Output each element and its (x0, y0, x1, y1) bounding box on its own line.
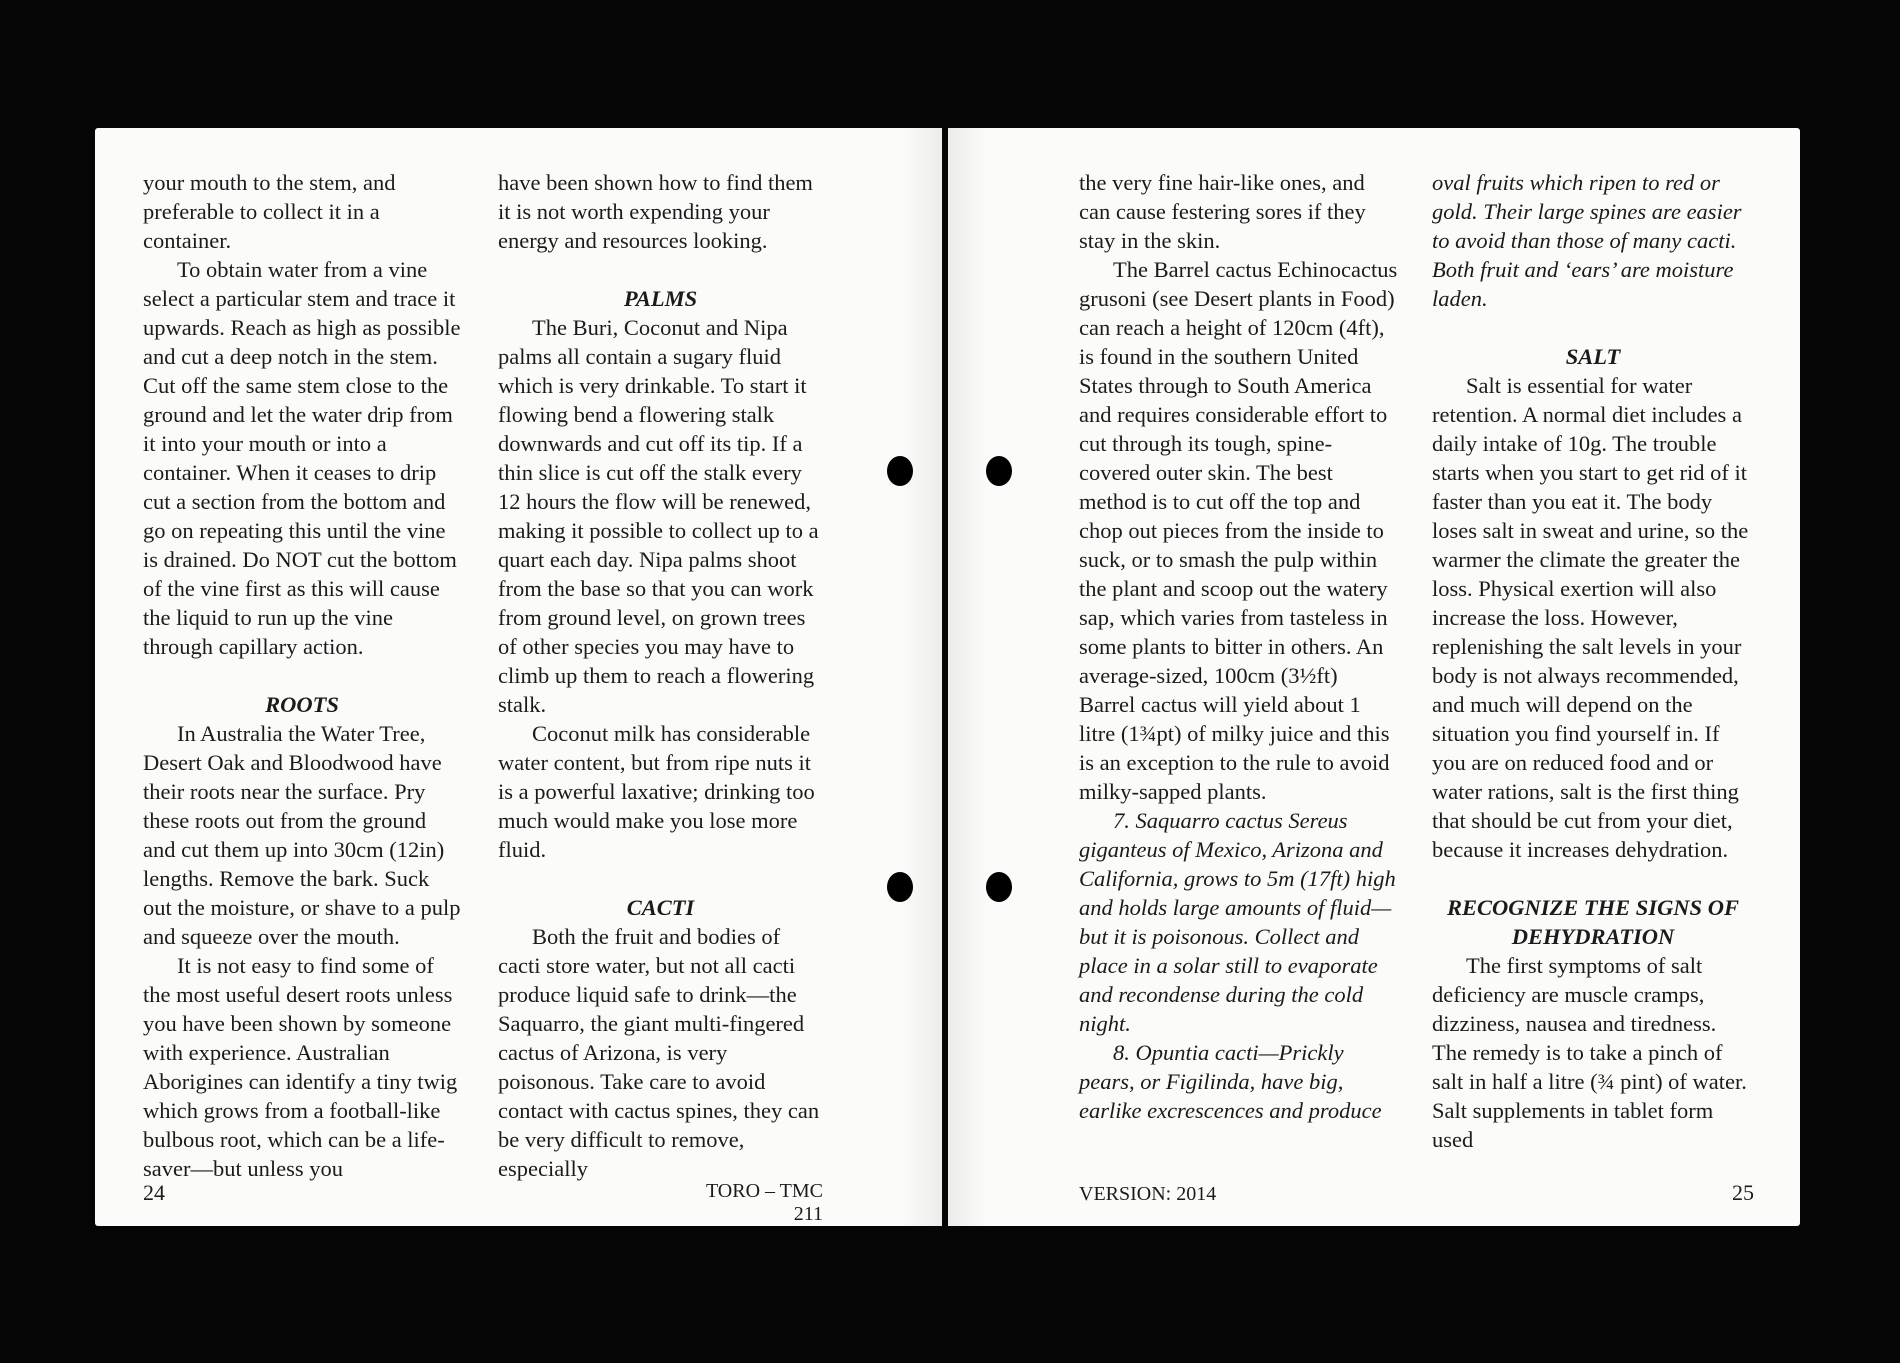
right-column-2 (1432, 168, 1754, 1154)
binding-hole (887, 456, 913, 486)
paragraph: The Buri, Coconut and Nipa palms all contain a sugary fluid which is very drinkable. To start it flowing bend a flowering stalk downwards and cut off its tip. If a thin slice is cut off the stalk every 12 hours the flow will be renewed, making it possible to collect up to a quart each day. Nipa palms shoot from the base so that you can work from ground level, on grown trees of other species you may have to climb up them to reach a flowering stalk. (498, 315, 819, 717)
paragraph: 7. Saquarro cactus Sereus giganteus of Mexico, Arizona and California, grows to 5m (17ft) high and holds large amounts of fluid—but it is poisonous. Collect and place in a solar still to evaporate and recondense during the cold night. (1079, 808, 1396, 1036)
left-page (95, 128, 942, 1226)
paragraph: Coconut milk has considerable water content, but from ripe nuts it is a powerful laxative; drinking too much would make you lose more fluid. (498, 721, 815, 862)
left-column-2 (498, 168, 823, 1183)
section-heading-roots: ROOTS (265, 692, 339, 717)
paragraph: To obtain water from a vine select a particular stem and trace it upwards. Reach as high as possible and cut a deep notch in the stem. Cut off the same stem close to the ground and let the water drip from it into your mouth or into a container. When it ceases to drip cut a section from the bottom and go on repeating this until the vine is drained. Do NOT cut the bottom of the vine first as this will cause the liquid to run up the vine through capillary action. (143, 257, 461, 659)
right-column-1 (1079, 168, 1399, 1125)
paragraph: In Australia the Water Tree, Desert Oak and Bloodwood have their roots near the surface. Pry these roots out from the ground and cut them up into 30cm (12in) lengths. Remove the bark. Suck out the moisture, or shave to a pulp and squeeze over the mouth. (143, 721, 461, 949)
paragraph: 8. Opuntia cacti—Prickly pears, or Figilinda, have big, earlike excrescences and produce (1079, 1040, 1382, 1123)
page-number: 24 (143, 1180, 165, 1205)
left-column-1 (143, 168, 461, 1183)
paragraph: Salt is essential for water retention. A normal diet includes a daily intake of 10g. The trouble starts when you start to get rid of it faster than you eat it. The body loses salt in sweat and urine, so the warmer the climate the greater the loss. Physical exertion will also increase the loss. However, replenishing the salt levels in your body is not always recommended, and much will depend on the situation you find yourself in. If you are on reduced food and or water rations, salt is the first thing that should be cut from your diet, because it increases dehydration. (1432, 373, 1749, 862)
paragraph: It is not easy to find some of the most useful desert roots unless you have been shown by someone with experience. Australian Aborigines can identify a tiny twig which grows from a football-like bulbous root, which can be a life-saver—but unless you (143, 953, 458, 1181)
section-heading-cacti: CACTI (626, 895, 695, 920)
spine-shadow (948, 128, 988, 1226)
running-footer: VERSION: 2014 (1079, 1183, 1217, 1205)
binding-hole (887, 872, 913, 902)
running-footer: TORO – TMC 211 (705, 1180, 823, 1225)
paragraph: your mouth to the stem, and preferable to collect it in a container. (143, 170, 396, 253)
spine-shadow (902, 128, 942, 1226)
section-heading-dehydration: RECOGNIZE THE SIGNS OF DEHYDRATION (1447, 895, 1739, 949)
section-heading-palms: PALMS (623, 286, 698, 311)
binding-hole (986, 456, 1012, 486)
page-number: 25 (1732, 1180, 1754, 1205)
binding-hole (986, 872, 1012, 902)
right-page (948, 128, 1800, 1226)
section-heading-salt: SALT (1565, 344, 1621, 369)
paragraph: oval fruits which ripen to red or gold. Their large spines are easier to avoid than those of many cacti. Both fruit and ‘ears’ are moisture laden. (1432, 170, 1742, 311)
paragraph: The first symptoms of salt deficiency are muscle cramps, dizziness, nausea and tiredness. The remedy is to take a pinch of salt in half a litre (¾ pint) of water. Salt supplements in tablet form used (1432, 953, 1747, 1152)
paragraph: have been shown how to find them it is not worth expending your energy and resources looking. (498, 170, 813, 253)
paragraph: The Barrel cactus Echinocactus grusoni (see Desert plants in Food) can reach a height of 120cm (4ft), is found in the southern United States through to South America and requires considerable effort to cut through its tough, spine-covered outer skin. The best method is to cut off the top and chop out pieces from the inside to suck, or to smash the pulp within the plant and scoop out the watery sap, which varies from tasteless in some plants to bitter in others. An average-sized, 100cm (3½ft) Barrel cactus will yield about 1 litre (1¾pt) of milky juice and this is an exception to the rule to avoid milky-sapped plants. (1079, 257, 1398, 804)
paragraph: Both the fruit and bodies of cacti store water, but not all cacti produce liquid safe to drink—the Saquarro, the giant multi-fingered cactus of Arizona, is very poisonous. Take care to avoid contact with cactus spines, they can be very difficult to remove, especially (498, 924, 820, 1181)
paragraph: the very fine hair-like ones, and can cause festering sores if they stay in the skin. (1079, 170, 1366, 253)
